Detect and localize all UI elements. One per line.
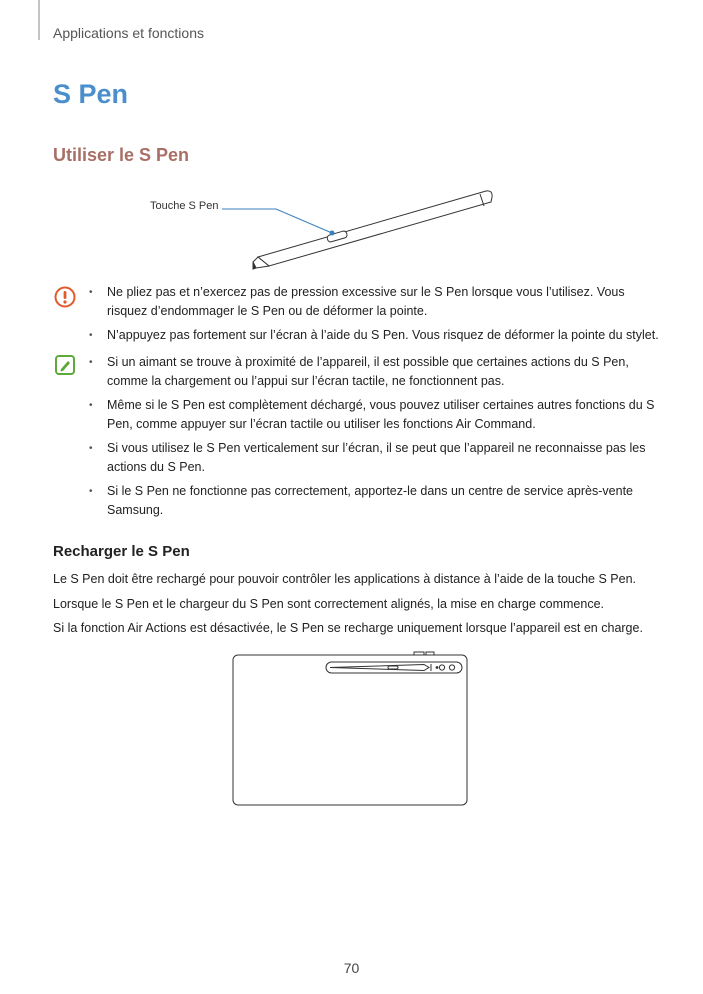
caution-icon <box>54 286 76 308</box>
camera-lens <box>449 665 454 670</box>
note-item: • Si un aimant se trouve à proximité de l’appareil, il est possible que certaines actions du S Pen, comme la chargement ou l’appui sur l’écran tactile, ne fonctionnent pas. <box>88 353 663 391</box>
subsection-title: Recharger le S Pen <box>53 543 190 560</box>
side-rule <box>38 0 40 40</box>
s-pen-illustration <box>140 182 510 276</box>
section-title: Utiliser le S Pen <box>53 145 190 165</box>
caution-item: • Ne pliez pas et n’exercez pas de pression excessive sur le S Pen lorsque vous l’utilisez. Vous risquez d’endommager le S Pen ou de déformer la pointe. <box>88 283 663 321</box>
note-item: • Même si le S Pen est complètement déchargé, vous pouvez utiliser certaines autres fonctions du S Pen, comme appuyer sur l’écran tactile ou utiliser les fonctions Air Command. <box>88 396 663 434</box>
breadcrumb: Applications et fonctions <box>53 25 204 41</box>
s-pen-button-callout: Touche S Pen <box>150 200 219 212</box>
tablet-body <box>233 655 467 805</box>
recharge-paragraph: Lorsque le S Pen et le chargeur du S Pen sont correctement alignés, la mise en charge commence. <box>53 597 604 611</box>
notes-list <box>88 283 663 520</box>
recharge-paragraph: Le S Pen doit être rechargé pour pouvoir contrôler les applications à distance à l’aide de la touche S Pen. <box>53 572 637 586</box>
page-number: 70 <box>343 960 360 976</box>
callout-dot <box>330 231 335 236</box>
callout-leader-line <box>222 209 332 233</box>
s-pen-drawing <box>253 191 492 269</box>
note-icon <box>54 354 76 376</box>
tablet-charging-illustration <box>228 650 472 810</box>
recharge-paragraph: Si la fonction Air Actions est désactivée, le S Pen se recharge uniquement lorsque l’appareil est en charge. <box>53 621 643 635</box>
camera-lens <box>439 665 444 670</box>
caution-item: • N’appuyez pas fortement sur l’écran à l’aide du S Pen. Vous risquez de déformer la pointe du stylet. <box>88 326 663 345</box>
note-item: • Si le S Pen ne fonctionne pas correctement, apportez-le dans un centre de service après-vente Samsung. <box>88 482 663 520</box>
note-item: • Si vous utilisez le S Pen verticalement sur l’écran, il se peut que l’appareil ne reconnaisse pas les actions du S Pen. <box>88 439 663 477</box>
page-title: S Pen <box>53 79 129 109</box>
